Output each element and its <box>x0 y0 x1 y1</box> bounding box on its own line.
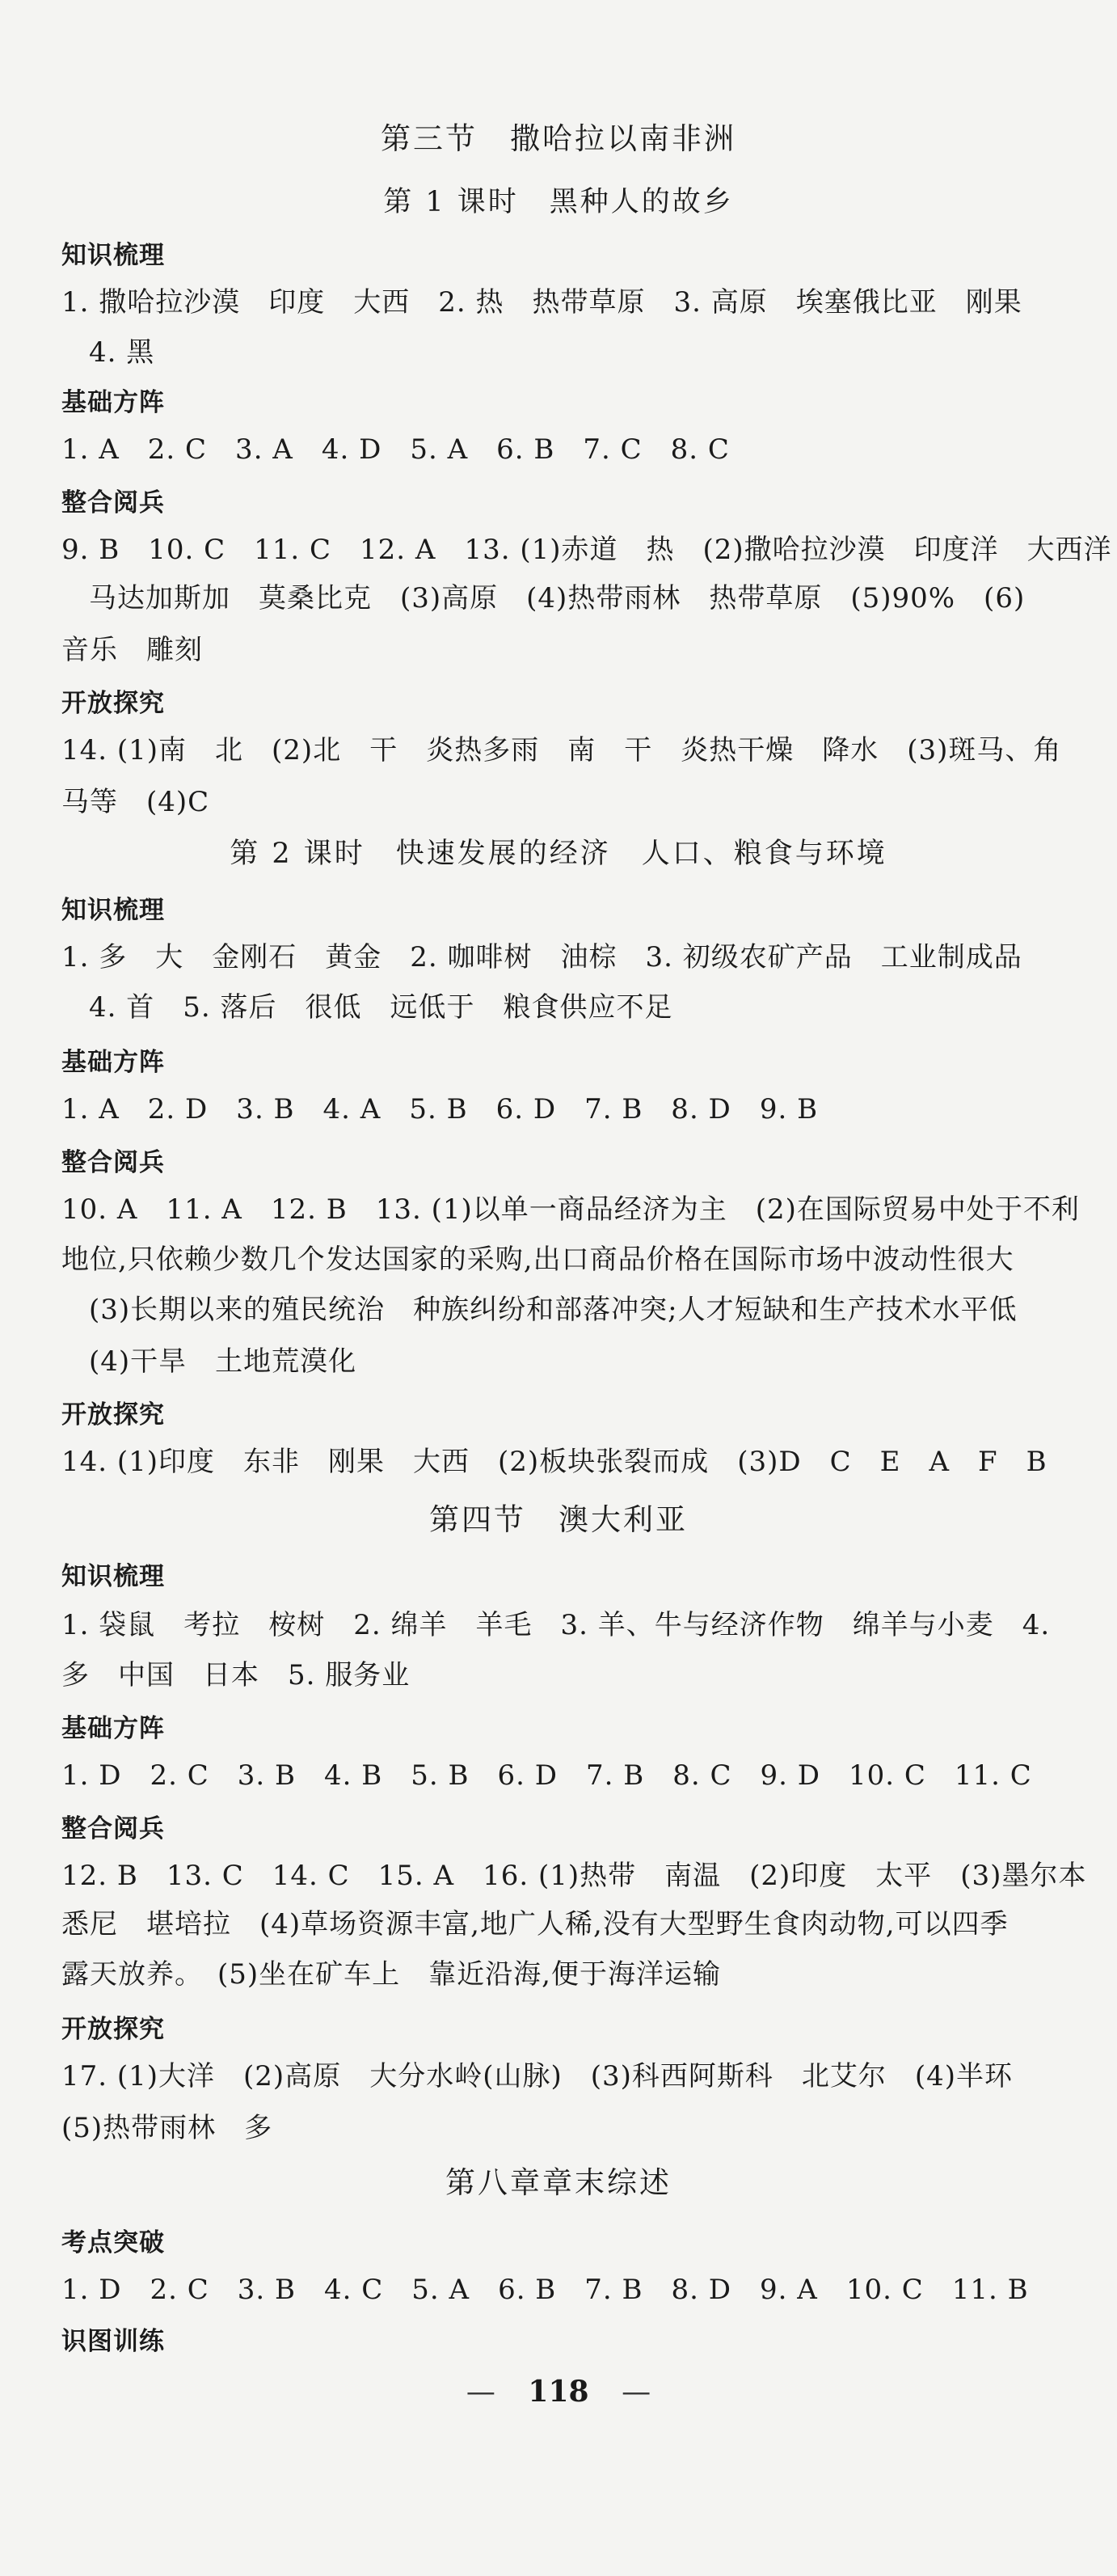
shitu-heading: 识图训练 <box>61 2327 165 2356</box>
page-number-dash-left: — <box>466 2375 495 2409</box>
zhenghe-heading: 整合阅兵 <box>61 1814 165 1843</box>
kaodian-heading: 考点突破 <box>61 2228 165 2257</box>
answer-line: 1. 撒哈拉沙漠 印度 大西 2. 热 热带草原 3. 高原 埃塞俄比亚 刚果 <box>61 286 1022 319</box>
answer-line: 1. D 2. C 3. B 4. B 5. B 6. D 7. B 8. C 9. D 10. C 11. C <box>61 1759 1032 1792</box>
section-title-chapter-review: 第八章章末综述 <box>445 2165 672 2200</box>
answer-line: 4. 黑 <box>89 336 155 369</box>
zhishi-heading: 知识梳理 <box>61 241 165 270</box>
lesson-1-title: 第 1 课时 黑种人的故乡 <box>383 186 734 218</box>
answer-line: 10. A 11. A 12. B 13. (1)以单一商品经济为主 (2)在国际贸易中处于不利 <box>61 1193 1080 1226</box>
answer-line: 14. (1)印度 东非 刚果 大西 (2)板块张裂而成 (3)D C E A F B <box>61 1446 1047 1478</box>
page-number-dash-right: — <box>622 2375 651 2409</box>
answer-line: 1. 多 大 金刚石 黄金 2. 咖啡树 油棕 3. 初级农矿产品 工业制成品 <box>61 941 1022 973</box>
page-number-value: 118 <box>528 2375 589 2409</box>
section-title-australia: 第四节 澳大利亚 <box>429 1502 688 1537</box>
answer-line: (3)长期以来的殖民统治 种族纠纷和部落冲突;人才短缺和生产技术水平低 <box>89 1294 1018 1326</box>
jichu-heading: 基础方阵 <box>61 1048 165 1077</box>
page-number <box>0 2372 1117 2412</box>
answer-line: 9. B 10. C 11. C 12. A 13. (1)赤道 热 (2)撒哈拉沙漠 印度洋 大西洋 <box>61 534 1112 566</box>
kaifang-heading: 开放探究 <box>61 1400 165 1429</box>
answer-line: 12. B 13. C 14. C 15. A 16. (1)热带 南温 (2)印度 太平 (3)墨尔本 <box>61 1860 1087 1892</box>
answer-line: (5)热带雨林 多 <box>61 2112 273 2144</box>
answer-line: 地位,只依赖少数几个发达国家的采购,出口商品价格在国际市场中波动性很大 <box>61 1244 1014 1276</box>
jichu-heading: 基础方阵 <box>61 388 165 417</box>
answer-line: 马等 (4)C <box>61 786 210 818</box>
answer-line: 1. A 2. C 3. A 4. D 5. A 6. B 7. C 8. C <box>61 433 730 466</box>
lesson-2-title: 第 2 课时 快速发展的经济 人口、粮食与环境 <box>230 838 887 870</box>
kaifang-heading: 开放探究 <box>61 689 165 718</box>
answer-line: 14. (1)南 北 (2)北 干 炎热多雨 南 干 炎热干燥 降水 (3)斑马、角 <box>61 734 1062 766</box>
kaifang-heading: 开放探究 <box>61 2015 165 2044</box>
answer-line: 4. 首 5. 落后 很低 远低于 粮食供应不足 <box>89 991 673 1024</box>
answer-line: 1. D 2. C 3. B 4. C 5. A 6. B 7. B 8. D 9. A 10. C 11. B <box>61 2274 1029 2306</box>
answer-line: 多 中国 日本 5. 服务业 <box>61 1659 411 1691</box>
zhenghe-heading: 整合阅兵 <box>61 488 165 517</box>
answer-line: 1. A 2. D 3. B 4. A 5. B 6. D 7. B 8. D 9. B <box>61 1093 819 1125</box>
answer-line: 露天放养。 (5)坐在矿车上 靠近沿海,便于海洋运输 <box>61 1958 721 1991</box>
zhishi-heading: 知识梳理 <box>61 896 165 925</box>
section-title-sub-saharan-africa: 第三节 撒哈拉以南非洲 <box>381 121 736 156</box>
answer-line: 1. 袋鼠 考拉 桉树 2. 绵羊 羊毛 3. 羊、牛与经济作物 绵羊与小麦 4. <box>61 1609 1051 1641</box>
answer-line: 17. (1)大洋 (2)高原 大分水岭(山脉) (3)科西阿斯科 北艾尔 (4)半环 <box>61 2060 1014 2092</box>
answer-line: 悉尼 堪培拉 (4)草场资源丰富,地广人稀,没有大型野生食肉动物,可以四季 <box>61 1908 1009 1940</box>
zhenghe-heading: 整合阅兵 <box>61 1148 165 1177</box>
jichu-heading: 基础方阵 <box>61 1714 165 1743</box>
answer-line: 音乐 雕刻 <box>61 634 203 666</box>
answer-line: (4)干旱 土地荒漠化 <box>89 1345 357 1378</box>
answer-line: 马达加斯加 莫桑比克 (3)高原 (4)热带雨林 热带草原 (5)90% (6) <box>89 582 1026 614</box>
zhishi-heading: 知识梳理 <box>61 1562 165 1591</box>
